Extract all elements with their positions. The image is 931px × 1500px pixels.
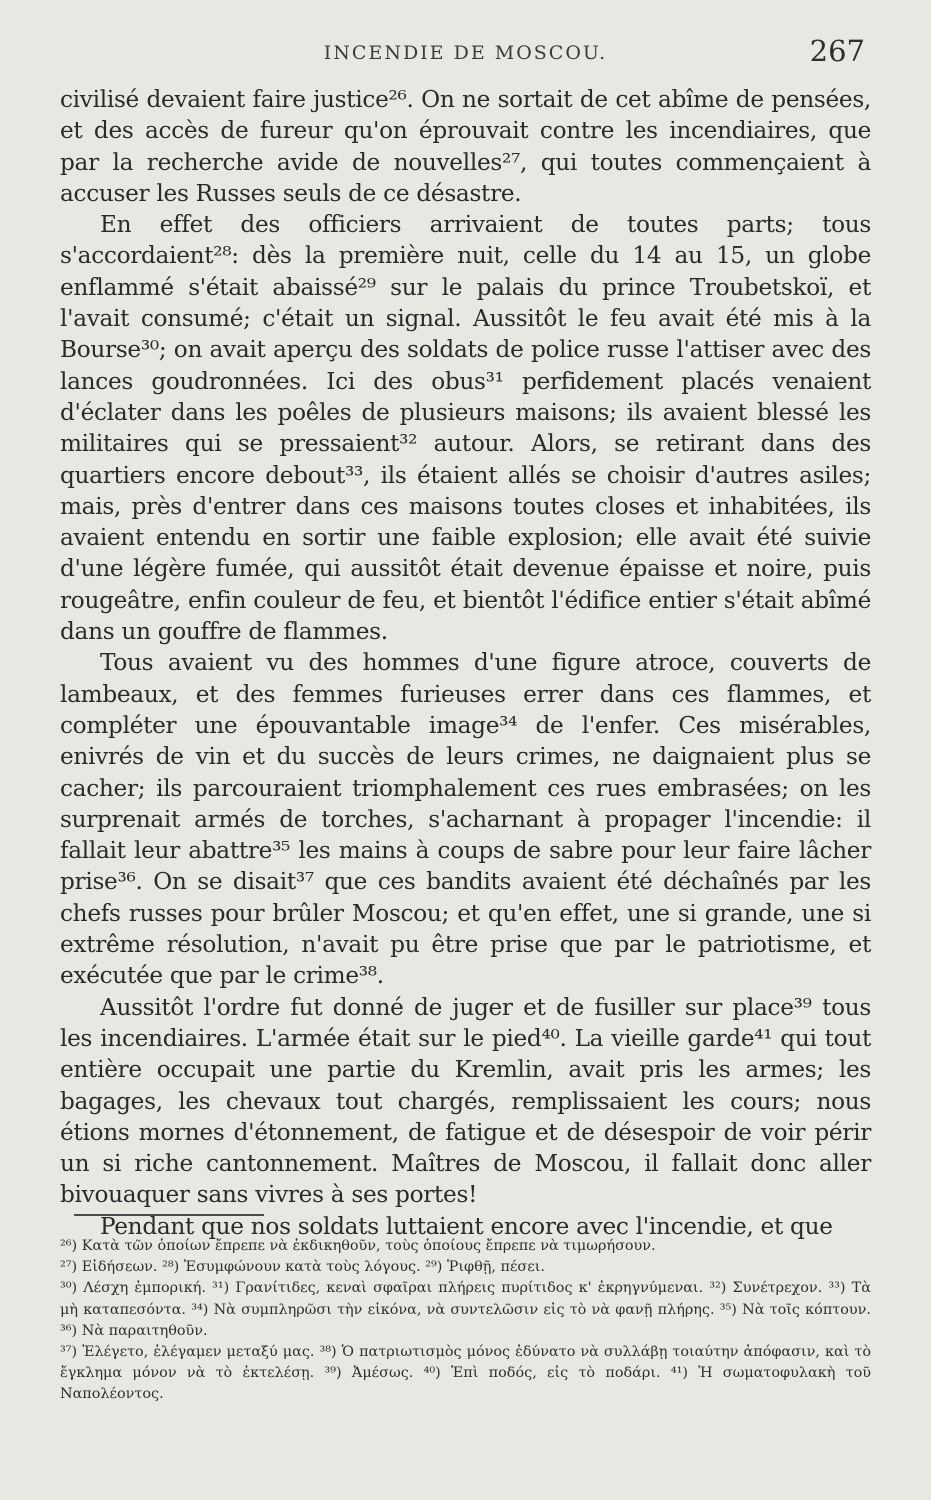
footnotes [60, 1236, 871, 1406]
paragraph: En effet des officiers arrivaient de toutes parts; tous s'accordaient²⁸: dès la première nuit, celle du 14 au 15, un globe enflammé s'était abaissé²⁹ sur le palais du prince Troubetskoï, et l'avait consumé; c'était un signal. Aussitôt le feu avait été mis à la Bourse³⁰; on avait aperçu des soldats de police russe l'attiser avec des lances goudronnées. Ici des obus³¹ perfidement placés venaient d'éclater dans les poêles de plusieurs maisons; ils avaient blessé les militaires qui se pressaient³² autour. Alors, se retirant dans des quartiers encore debout³³, ils étaient allés se choisir d'autres asiles; mais, près d'entrer dans ces maisons toutes closes et inhabitées, ils avaient entendu en sortir une faible explosion; elle avait été suivie d'une légère fumée, qui aussitôt était devenue épaisse et noire, puis rougeâtre, enfin couleur de feu, et bientôt l'édifice entier s'était abîmé dans un gouffre de flammes. [60, 211, 871, 646]
footnote-divider [74, 1214, 264, 1216]
footnote-line: ³⁷) Ἐλέγετο, ἐλέγαμεν μεταξύ μας. ³⁸) Ὁ πατριωτισμὸς μόνος ἐδύνατο νὰ συλλάβῃ τοιαύτην ἀπόφασιν, καὶ τὸ ἔγκλημα μόνον νὰ τὸ ἐκτελέσῃ. ³⁹) Ἀμέσως. ⁴⁰) Ἐπὶ ποδός, εἰς τὸ ποδάρι. ⁴¹) Ἡ σωματοφυλακὴ τοῦ Ναπολέοντος. [60, 1344, 871, 1403]
page-header [60, 32, 871, 72]
paragraph: civilisé devaient faire justice²⁶. On ne sortait de cet abîme de pensées, et des accès de fureur qu'on éprouvait contre les incendiaires, que par la recherche avide de nouvelles²⁷, qui toutes commençaient à accuser les Russes seuls de ce désastre. [60, 86, 871, 207]
footnote-line: ³⁰) Λέσχη ἐμπορική. ³¹) Γρανίτιδες, κεναὶ σφαῖραι πλήρεις πυρίτιδος κ' ἐκρηγνύμεναι. ³²) Συνέτρεχον. ³³) Τὰ μὴ καταπεσόντα. ³⁴) Νὰ συμπληρῶσι τὴν εἰκόνα, νὰ συντελῶσιν εἰς τὸ νὰ φανῇ πλήρης. ³⁵) Νὰ τοῖς κόπτουν. ³⁶) Νὰ παραιτηθοῦν. [60, 1280, 871, 1339]
page-number: 267 [809, 34, 865, 68]
paragraph: Pendant que nos soldats luttaient encore avec l'incendie, et que [100, 1212, 833, 1240]
footnote-line: ²⁷) Εἰδήσεων. ²⁸) Ἐσυμφώνουν κατὰ τοὺς λόγους. ²⁹) Ῥιφθῇ, πέσει. [60, 1259, 545, 1276]
running-title: INCENDIE DE MOSCOU. [323, 42, 608, 64]
paragraph: Aussitôt l'ordre fut donné de juger et de fusiller sur place³⁹ tous les incendiaires. L'armée était sur le pied⁴⁰. La vieille garde⁴¹ qui tout entière occupait une partie du Kremlin, avait pris les armes; les bagages, les chevaux tout chargés, remplissaient les cours; nous étions mornes d'étonnement, de fatigue et de désespoir de voir périr un si riche cantonnement. Maîtres de Moscou, il fallait donc aller bivouaquer sans vivres à ses portes! [60, 993, 871, 1209]
footnote-line: ²⁶) Κατὰ τῶν ὁποίων ἔπρεπε νὰ ἐκδικηθοῦν, τοὺς ὁποίους ἔπρεπε νὰ τιμωρήσουν. [60, 1238, 656, 1254]
paragraph: Tous avaient vu des hommes d'une figure atroce, couverts de lambeaux, et des femmes furieuses errer dans ces flammes, et compléter une épouvantable image³⁴ de l'enfer. Ces misérables, enivrés de vin et du succès de leurs crimes, ne daignaient plus se cacher; ils parcouraient triomphalement ces rues embrasées; on les surprenait armés de torches, s'acharnant à propager l'incendie: il fallait leur abattre³⁵ les mains à coups de sabre pour leur faire lâcher prise³⁶. On se disait³⁷ que ces bandits avaient été déchaînés par les chefs russes pour brûler Moscou; et qu'en effet, une si grande, une si extrême résolution, n'avait pu être prise que par le patriotisme, et exécutée que par le crime³⁸. [60, 649, 871, 990]
body-text [60, 84, 871, 1242]
